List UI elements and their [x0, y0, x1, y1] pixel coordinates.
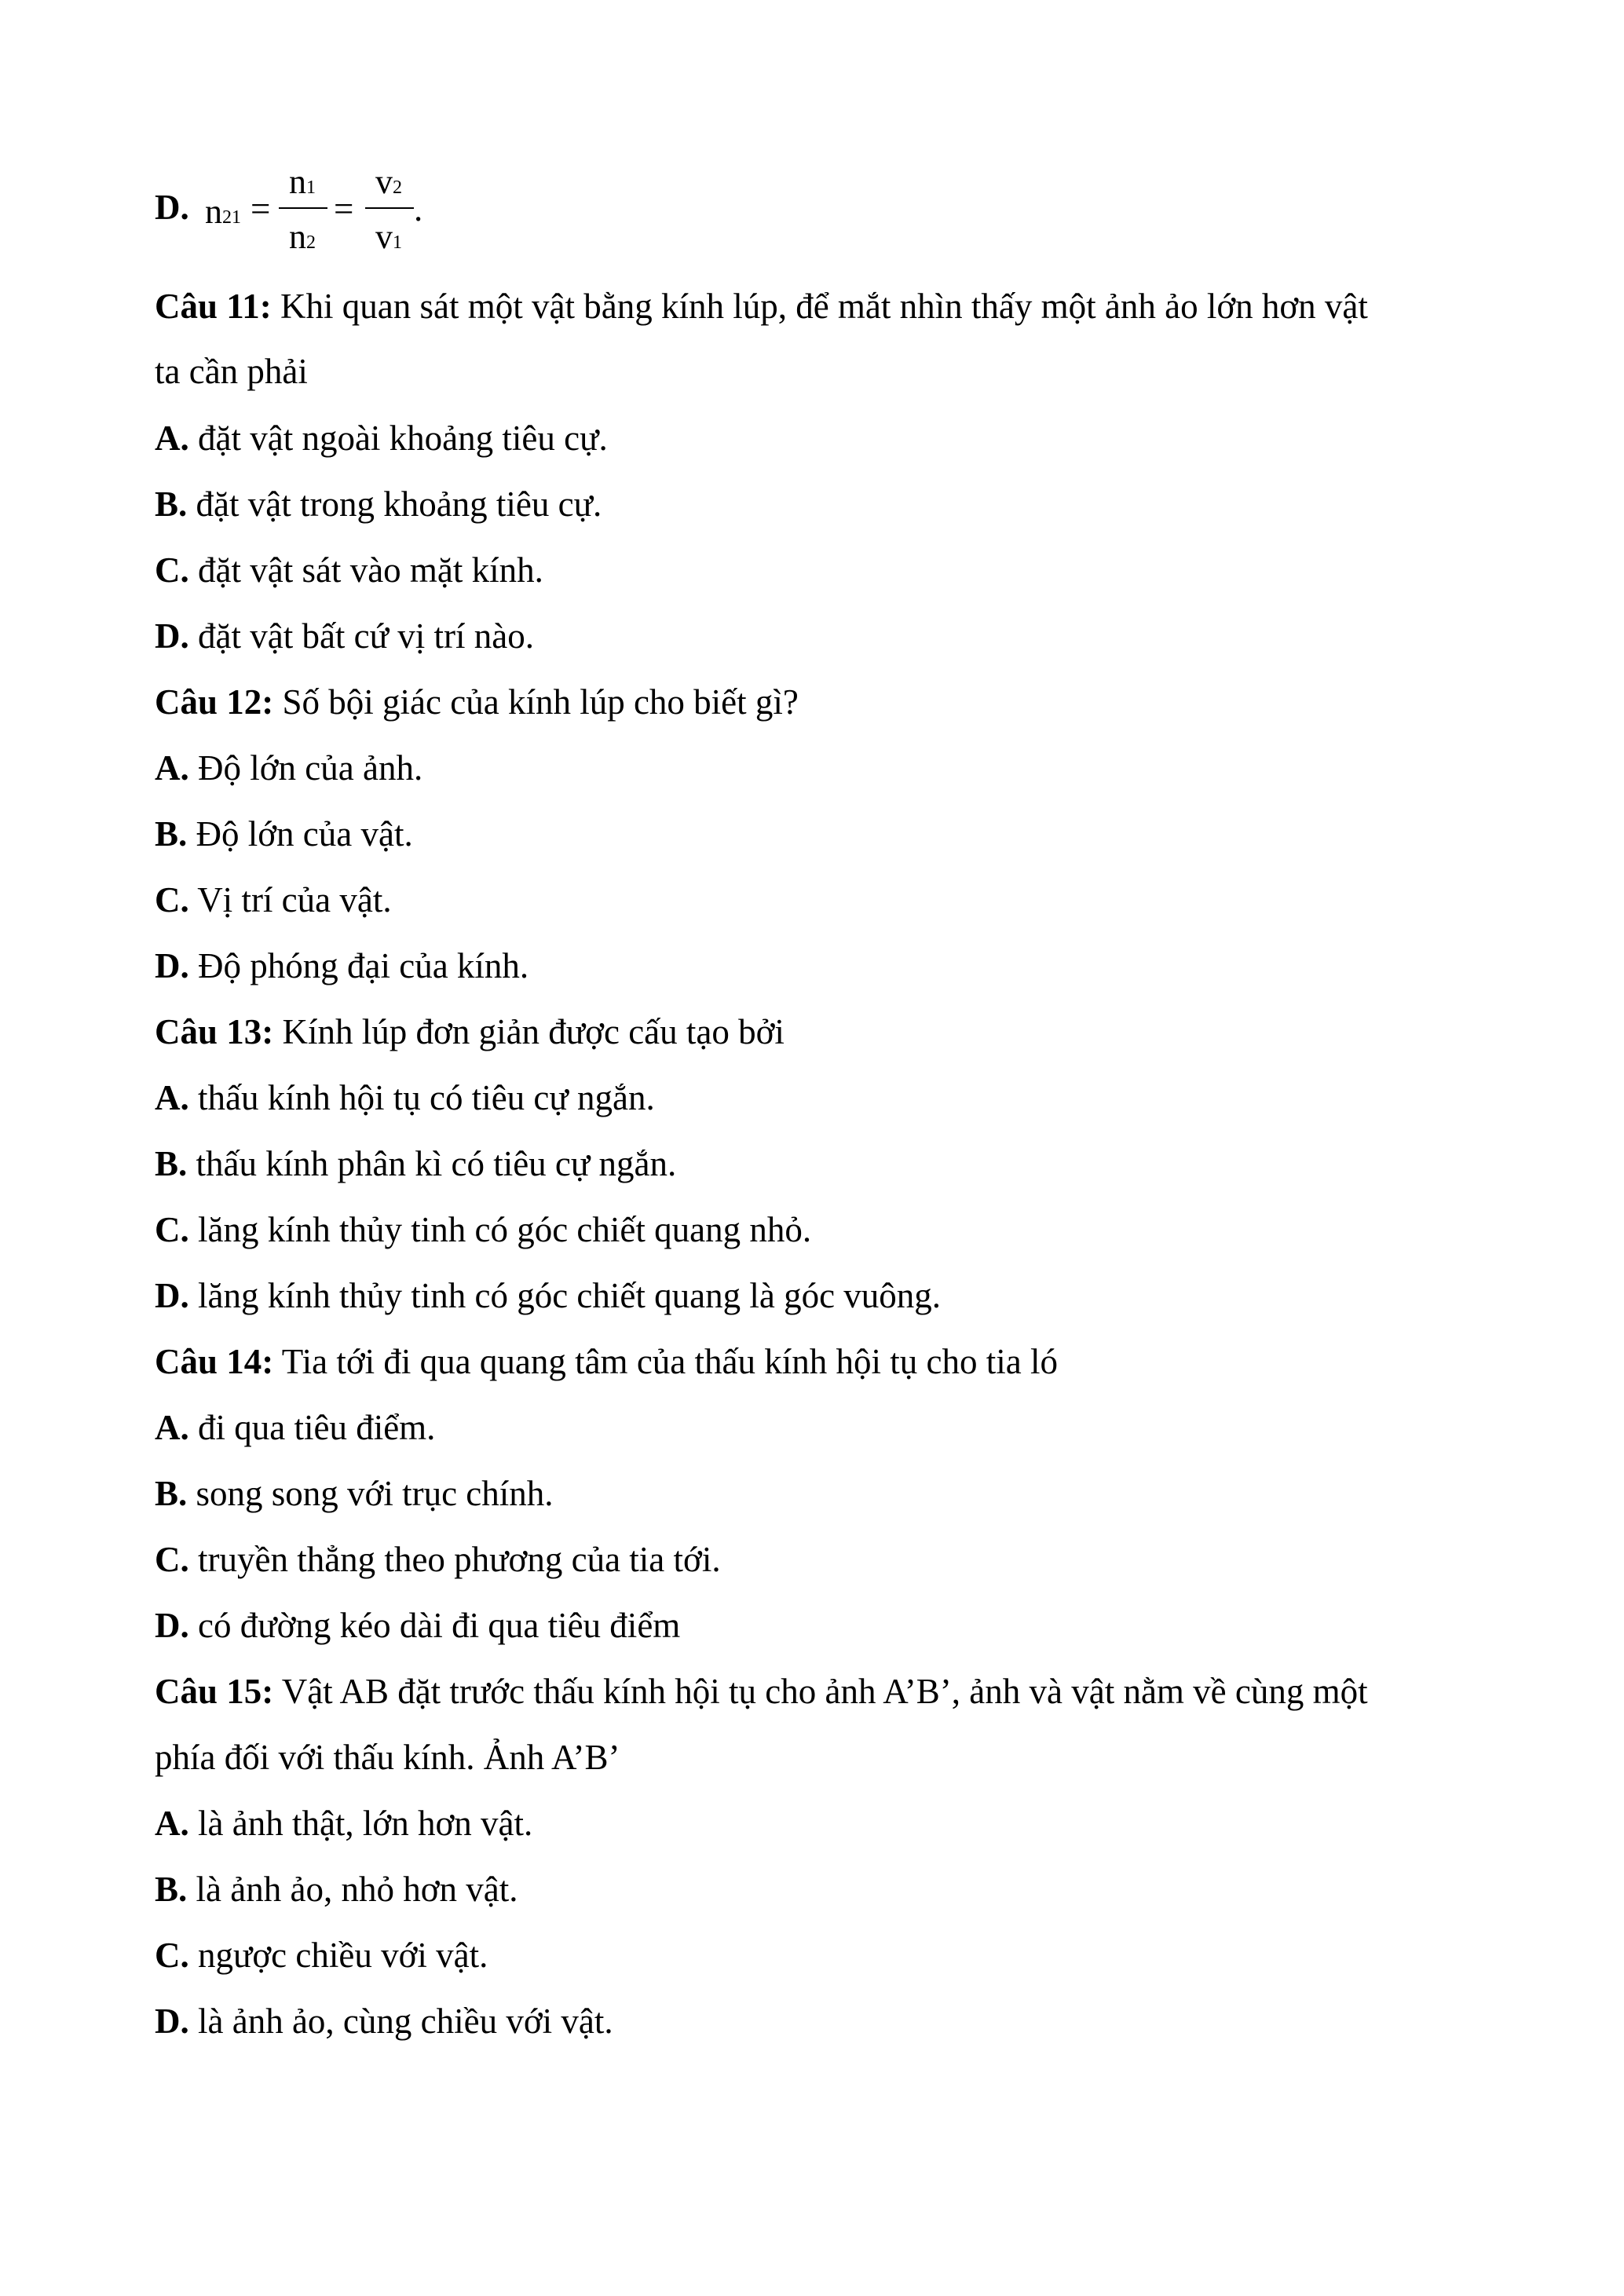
question-15-option-b — [155, 1867, 518, 1911]
frac2-num-base: v — [375, 163, 393, 201]
option-text: lăng kính thủy tinh có góc chiết quang là góc vuông. — [198, 1276, 942, 1315]
question-13-text-1: Kính lúp đơn giản được cấu tạo bởi — [282, 1012, 785, 1051]
formula-eq1: = — [251, 189, 271, 229]
question-11-line-1 — [155, 284, 1368, 328]
option-text: có đường kéo dài đi qua tiêu điểm — [198, 1606, 681, 1645]
question-11-option-c — [155, 548, 543, 592]
option-label: D. — [155, 1276, 189, 1315]
question-15-label: Câu 15: — [155, 1672, 274, 1711]
formula-lhs-sub: 21 — [222, 207, 241, 228]
question-11-line-2 — [155, 349, 308, 393]
frac1-numerator — [279, 162, 326, 202]
option-label: B. — [155, 814, 188, 854]
question-14-option-d — [155, 1603, 680, 1647]
question-14-text-1: Tia tới đi qua quang tâm của thấu kính hội tụ cho tia ló — [281, 1342, 1058, 1381]
formula-end: . — [414, 189, 423, 229]
frac2-denominator — [365, 217, 412, 257]
option-text: đặt vật sát vào mặt kính. — [198, 550, 543, 590]
question-14-line-1 — [155, 1340, 1058, 1384]
question-13-option-a — [155, 1076, 655, 1120]
option-label: C. — [155, 1210, 189, 1249]
question-13-option-c — [155, 1208, 811, 1252]
frac1-num-sub: 1 — [306, 177, 316, 198]
question-13-option-d — [155, 1274, 941, 1318]
question-15-text-2: phía đối với thấu kính. Ảnh A’B’ — [155, 1738, 620, 1777]
frac1-den-sub: 2 — [306, 232, 316, 253]
option-text: Độ lớn của ảnh. — [198, 748, 423, 788]
formula-label: D. — [155, 188, 189, 227]
option-label: D. — [155, 1606, 189, 1645]
option-text: là ảnh ảo, nhỏ hơn vật. — [196, 1870, 518, 1909]
option-text: truyền thẳng theo phương của tia tới. — [198, 1540, 721, 1579]
question-15-text-1: Vật AB đặt trước thấu kính hội tụ cho ảnh A’B’, ảnh và vật nằm về cùng một — [281, 1672, 1368, 1711]
option-text: ngược chiều với vật. — [198, 1936, 488, 1975]
question-12-line-1 — [155, 680, 799, 724]
option-label: D. — [155, 616, 189, 656]
question-11-text-1: Khi quan sát một vật bằng kính lúp, để mắt nhìn thấy một ảnh ảo lớn hơn vật — [280, 287, 1368, 326]
frac2-numerator — [365, 162, 412, 202]
option-label: C. — [155, 1936, 189, 1975]
question-11-text-2: ta cần phải — [155, 352, 308, 391]
question-11-label: Câu 11: — [155, 287, 272, 326]
option-label: A. — [155, 1804, 189, 1843]
option-text: Độ lớn của vật. — [196, 814, 413, 854]
frac1-denominator — [279, 217, 326, 257]
option-text: đi qua tiêu điểm. — [198, 1408, 436, 1447]
option-label: C. — [155, 550, 189, 590]
frac1-den-base: n — [289, 218, 306, 256]
frac2-bar — [365, 207, 414, 209]
option-text: song song với trục chính. — [196, 1474, 554, 1513]
question-15-line-1 — [155, 1669, 1368, 1713]
option-text: thấu kính phân kì có tiêu cự ngắn. — [196, 1144, 677, 1183]
question-11-option-d — [155, 614, 534, 658]
question-15-option-a — [155, 1801, 532, 1845]
question-12-text-1: Số bội giác của kính lúp cho biết gì? — [282, 682, 799, 722]
question-15-option-d — [155, 1999, 613, 2043]
formula-lhs — [205, 192, 241, 232]
frac2-den-sub: 1 — [393, 232, 402, 253]
question-14-option-a — [155, 1406, 435, 1450]
option-text: là ảnh thật, lớn hơn vật. — [198, 1804, 533, 1843]
option-label: A. — [155, 748, 189, 788]
option-text: đặt vật trong khoảng tiêu cự. — [196, 484, 602, 524]
question-12-option-a — [155, 746, 422, 790]
option-label: A. — [155, 1078, 189, 1117]
option-label: B. — [155, 484, 188, 524]
frac1-num-base: n — [289, 163, 306, 201]
frac2-num-sub: 2 — [393, 177, 402, 198]
option-text: Vị trí của vật. — [197, 880, 392, 919]
question-12-option-b — [155, 812, 413, 856]
question-12-label: Câu 12: — [155, 682, 274, 722]
question-15-line-2 — [155, 1735, 620, 1779]
question-12-option-c — [155, 878, 392, 922]
option-label: B. — [155, 1144, 188, 1183]
frac1-bar — [279, 207, 327, 209]
option-text: thấu kính hội tụ có tiêu cự ngắn. — [198, 1078, 655, 1117]
question-12-option-d — [155, 944, 529, 988]
option-text: lăng kính thủy tinh có góc chiết quang nhỏ. — [198, 1210, 812, 1249]
formula-lhs-base: n — [205, 192, 222, 231]
question-11-option-b — [155, 482, 602, 526]
question-13-line-1 — [155, 1010, 785, 1054]
question-13-option-b — [155, 1142, 676, 1186]
option-text: Độ phóng đại của kính. — [198, 946, 529, 985]
formula-eq2: = — [334, 189, 354, 229]
option-text: là ảnh ảo, cùng chiều với vật. — [198, 2002, 613, 2041]
option-text: đặt vật bất cứ vị trí nào. — [198, 616, 535, 656]
question-13-label: Câu 13: — [155, 1012, 274, 1051]
option-label: D. — [155, 946, 189, 985]
question-14-option-c — [155, 1537, 721, 1581]
option-label: A. — [155, 419, 189, 458]
frac2-den-base: v — [375, 218, 393, 256]
option-label: D. — [155, 2002, 189, 2041]
option-text: đặt vật ngoài khoảng tiêu cự. — [198, 419, 608, 458]
option-label: A. — [155, 1408, 189, 1447]
question-11-option-a — [155, 416, 608, 460]
option-label: B. — [155, 1870, 188, 1909]
option-label: C. — [155, 1540, 189, 1579]
question-14-label: Câu 14: — [155, 1342, 274, 1381]
option-label: B. — [155, 1474, 188, 1513]
option-label: C. — [155, 880, 189, 919]
question-14-option-b — [155, 1472, 554, 1515]
question-15-option-c — [155, 1933, 488, 1977]
